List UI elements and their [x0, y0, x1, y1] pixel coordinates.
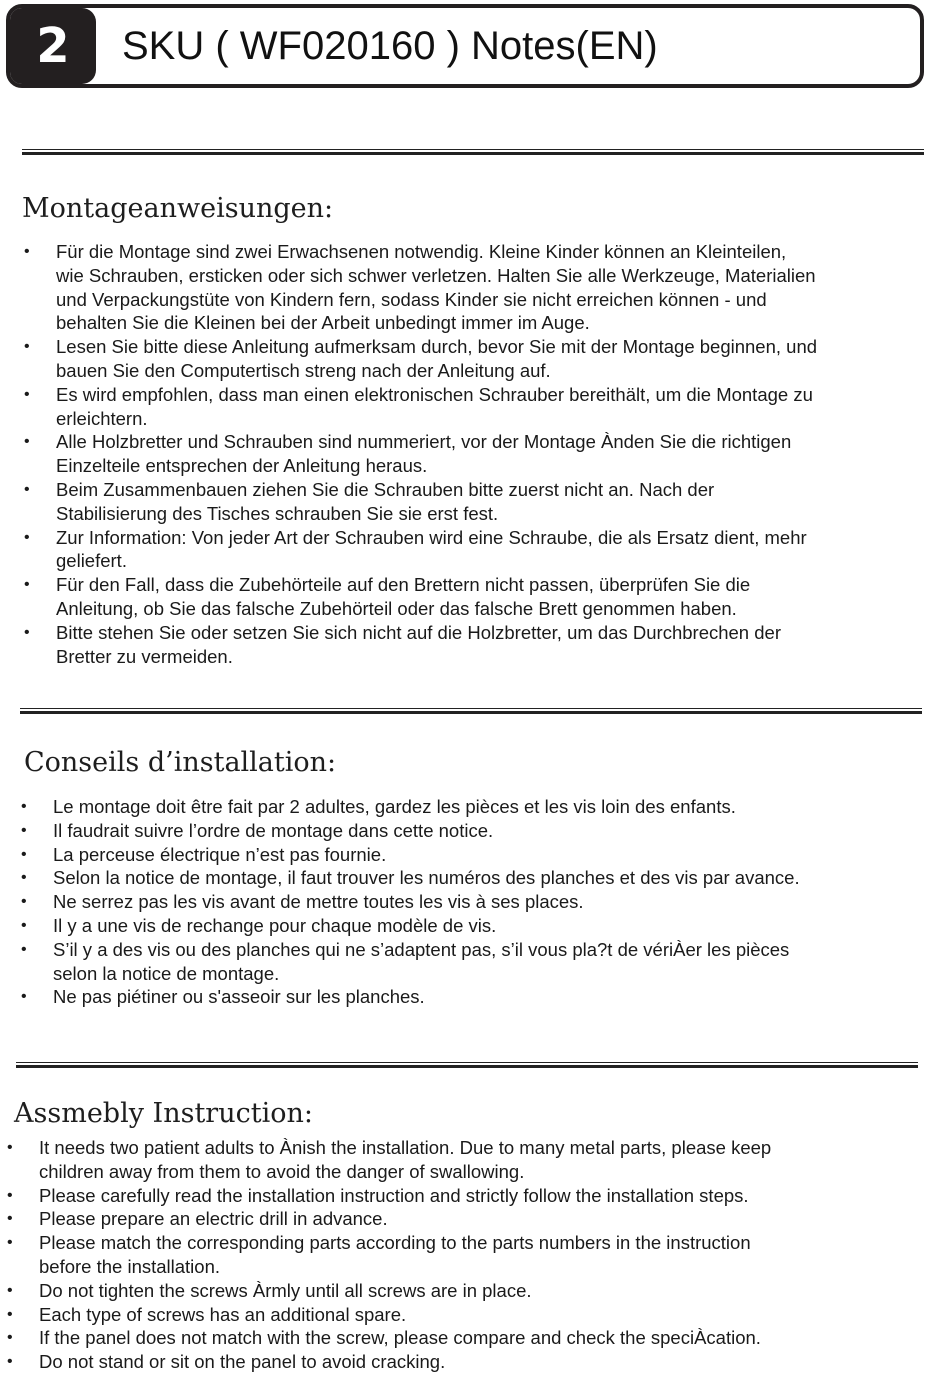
list-item-line: • Please match the corresponding parts according to the parts numbers in the instruction — [39, 1232, 751, 1254]
list-item-line: wie Schrauben, ersticken oder sich schwer verletzen. Halten Sie alle Werkzeuge, Materialien — [56, 264, 816, 286]
list-item — [19, 985, 800, 1009]
divider — [16, 1062, 918, 1068]
list-item — [22, 526, 817, 574]
list-item-line: • Es wird empfohlen, dass man einen elektronischen Schrauber bereithält, um die Montage zu — [56, 383, 813, 405]
list-item-line: • Ne pas piétiner ou s'asseoir sur les planches. — [53, 986, 425, 1008]
list-item-line: before the installation. — [39, 1255, 221, 1277]
list-item-line: • If the panel does not match with the screw, please compare and check the speciÀcation. — [39, 1327, 761, 1349]
list-item — [19, 938, 800, 986]
list-item-line: • It needs two patient adults to Ànish the installation. Due to many metal parts, please keep — [39, 1137, 772, 1158]
list-item — [22, 240, 817, 335]
list-item-line: und Verpackungstüte von Kindern fern, sodass Kinder sie nicht erreichen können - und — [56, 288, 767, 310]
list-item — [19, 890, 800, 914]
header-banner — [6, 4, 924, 88]
list-item — [22, 478, 817, 526]
list-item-line: • Zur Information: Von jeder Art der Schrauben wird eine Schraube, die als Ersatz dient, mehr — [56, 526, 807, 548]
list-item-line: • Please carefully read the installation instruction and strictly follow the installation steps. — [39, 1184, 749, 1206]
list-item-line: • La perceuse électrique n’est pas fournie. — [53, 843, 387, 865]
instructions-list-german — [22, 240, 817, 668]
list-item-line: • S’il y a des vis ou des planches qui ne s’adaptent pas, s’il vous pla?t de vériÀer les pièces — [53, 938, 790, 960]
list-item — [5, 1350, 771, 1374]
list-item — [19, 914, 800, 938]
instructions-list-french — [19, 795, 800, 1009]
list-item-line: • Le montage doit être fait par 2 adultes, gardez les pièces et les vis loin des enfants. — [53, 796, 736, 817]
list-item-line: behalten Sie die Kleinen bei der Arbeit unbedingt immer im Auge. — [56, 312, 590, 334]
list-item-line: • Each type of screws has an additional spare. — [39, 1303, 407, 1325]
section-title-french: Conseils d’installation: — [24, 747, 337, 778]
list-item-line: • Please prepare an electric drill in advance. — [39, 1208, 388, 1230]
list-item-line: • Il y a une vis de rechange pour chaque modèle de vis. — [53, 914, 497, 936]
list-item-line: selon la notice de montage. — [53, 962, 280, 984]
list-item — [5, 1136, 771, 1184]
section-title-english: Assmebly Instruction: — [14, 1098, 313, 1129]
instructions-list-english — [5, 1136, 771, 1374]
list-item — [5, 1207, 771, 1231]
list-item — [22, 335, 817, 383]
list-item-line: Anleitung, ob Sie das falsche Zubehörteil oder das falsche Brett genommen haben. — [56, 597, 737, 619]
list-item-line: • Il faudrait suivre l’ordre de montage dans cette notice. — [53, 819, 494, 841]
list-item — [5, 1303, 771, 1327]
section-number-badge: 2 — [10, 8, 96, 84]
list-item-line: • Selon la notice de montage, il faut trouver les numéros des planches et des vis par avance. — [53, 867, 800, 889]
list-item-line: • Für den Fall, dass die Zubehörteile auf den Brettern nicht passen, überprüfen Sie die — [56, 574, 751, 596]
divider — [22, 149, 924, 155]
list-item — [22, 383, 817, 431]
list-item — [22, 621, 817, 669]
list-item-line: erleichtern. — [56, 407, 148, 429]
list-item-line: • Do not stand or sit on the panel to avoid cracking. — [39, 1351, 446, 1373]
list-item — [22, 573, 817, 621]
list-item-line: • Bitte stehen Sie oder setzen Sie sich nicht auf die Holzbretter, um das Durchbrechen der — [56, 621, 781, 643]
list-item — [19, 819, 800, 843]
list-item — [19, 843, 800, 867]
list-item-line: • Alle Holzbretter und Schrauben sind nummeriert, vor der Montage Ànden Sie die richtigen — [56, 431, 792, 453]
list-item — [19, 795, 800, 819]
section-title-german: Montageanweisungen: — [22, 193, 334, 224]
list-item-line: • Lesen Sie bitte diese Anleitung aufmerksam durch, bevor Sie mit der Montage beginnen, und — [56, 336, 818, 358]
list-item-line: Stabilisierung des Tisches schrauben Sie sie erst fest. — [56, 502, 499, 524]
list-item — [5, 1184, 771, 1208]
list-item-line: Einzelteile entsprechen der Anleitung heraus. — [56, 455, 428, 477]
list-item-line: • Beim Zusammenbauen ziehen Sie die Schrauben bitte zuerst nicht an. Nach der — [56, 478, 715, 500]
page-title: SKU ( WF020160 ) Notes(EN) — [122, 23, 658, 68]
list-item-line: children away from them to avoid the danger of swallowing. — [39, 1160, 525, 1182]
list-item-line: bauen Sie den Computertisch streng nach der Anleitung auf. — [56, 359, 551, 381]
list-item — [5, 1279, 771, 1303]
list-item — [5, 1231, 771, 1279]
list-item-line: geliefert. — [56, 550, 127, 572]
list-item-line: • Für die Montage sind zwei Erwachsenen notwendig. Kleine Kinder können an Kleinteilen, — [56, 241, 787, 262]
list-item — [19, 866, 800, 890]
list-item-line: • Ne serrez pas les vis avant de mettre toutes les vis à ses places. — [53, 891, 584, 913]
list-item-line: • Do not tighten the screws Àrmly until all screws are in place. — [39, 1279, 532, 1301]
list-item-line: Bretter zu vermeiden. — [56, 645, 233, 667]
list-item — [22, 430, 817, 478]
divider — [20, 708, 922, 714]
list-item — [5, 1326, 771, 1350]
